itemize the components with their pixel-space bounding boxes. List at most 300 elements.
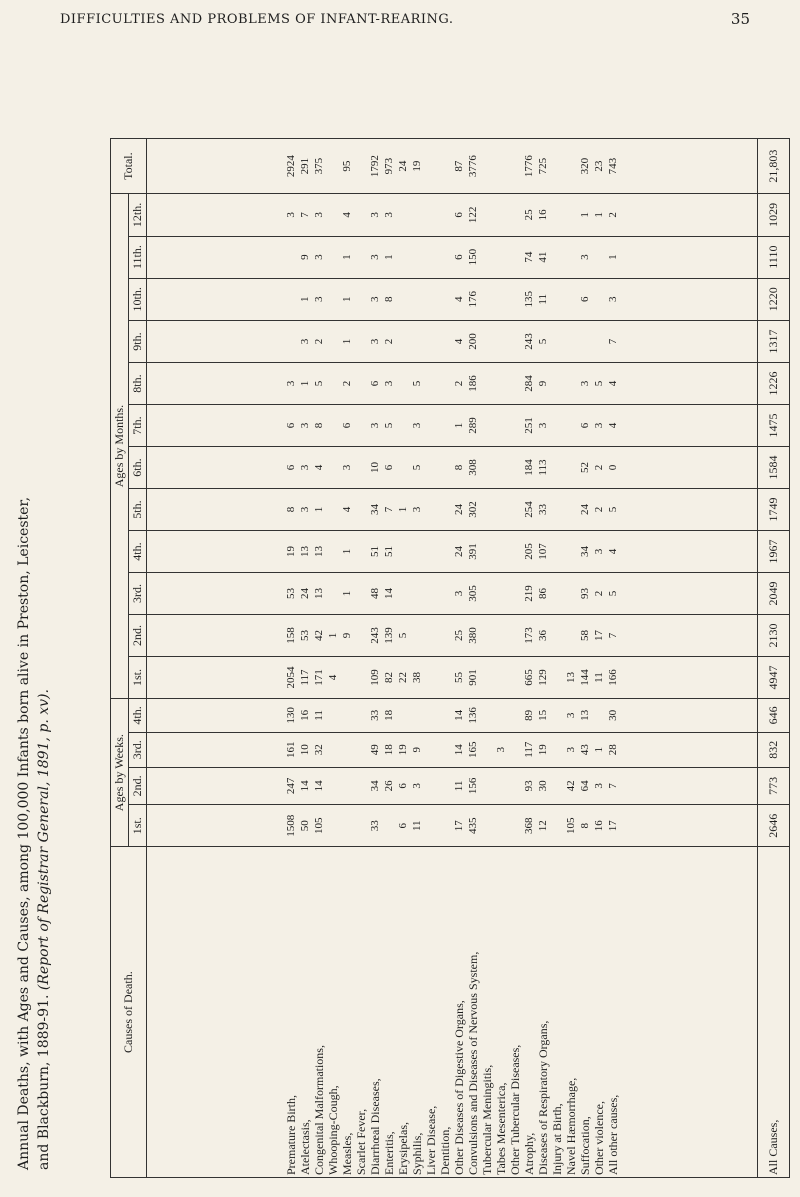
table-cell: 2	[452, 380, 465, 387]
table-cell: 117	[522, 741, 535, 758]
table-cell	[550, 239, 564, 276]
caption-line-2-a: and Blackburn, 1889-91.	[36, 994, 52, 1170]
table-cell: 9	[536, 380, 549, 387]
table-cell	[550, 575, 564, 612]
table-cell	[326, 196, 340, 234]
table-cell	[354, 323, 368, 360]
caption-line-2	[34, 50, 54, 1170]
table-cell: 6	[578, 422, 591, 429]
table-cell: 2	[592, 464, 605, 471]
table-cell: 11	[452, 780, 465, 792]
table-cell: 14	[382, 588, 395, 600]
table-cell: 51	[368, 546, 381, 558]
table-cell: 3	[312, 254, 325, 260]
col-m9	[147, 321, 758, 363]
table-cell	[326, 770, 340, 803]
table-cell	[438, 575, 452, 612]
table-cell: 14	[298, 780, 311, 792]
table-cell: 3	[368, 254, 381, 260]
table-cell	[550, 617, 564, 654]
table-cell	[354, 617, 368, 654]
table-cell: 52	[578, 462, 591, 474]
total-cell: 1226	[757, 363, 789, 405]
table-cell	[396, 281, 410, 319]
table-cell: 18	[382, 744, 395, 756]
table-cell: 1	[606, 254, 619, 260]
table-cell	[508, 141, 522, 191]
table-cell: 11	[410, 820, 423, 832]
table-cell: 3776	[466, 155, 479, 178]
total-cell: 1584	[757, 447, 789, 489]
table-cell: 122	[466, 206, 479, 224]
table-cell: 4	[340, 212, 353, 218]
table-cell: 380	[466, 627, 479, 644]
table-cell: 302	[466, 501, 479, 518]
table-cell	[550, 807, 564, 844]
cause-label: Suffocation,	[577, 1116, 592, 1175]
table-cell	[480, 449, 494, 486]
table-cell: 3	[368, 338, 381, 345]
table-cell: 24	[578, 504, 591, 516]
table-cell	[494, 323, 508, 360]
page-number: 35	[730, 10, 750, 28]
table-cell	[494, 365, 508, 402]
cause-label: Scarlet Fever,	[353, 1108, 368, 1175]
table-cell: 3	[564, 746, 577, 753]
table-cell: 19	[536, 744, 549, 756]
table-cell: 33	[536, 504, 549, 516]
table-cell	[326, 491, 340, 528]
table-cell: 8	[452, 464, 465, 471]
table-cell	[480, 770, 494, 803]
table-cell: 5	[592, 380, 605, 387]
cause-label: Diseases of Respiratory Organs,	[535, 1020, 550, 1175]
table-cell: 7	[606, 338, 619, 345]
cause-label: Diarrhœal Diseases,	[367, 1078, 382, 1175]
table-cell	[494, 196, 508, 234]
table-cell	[424, 196, 438, 234]
col-m8	[147, 363, 758, 405]
table-cell: 3	[312, 212, 325, 218]
col-m1	[147, 657, 758, 699]
table-cell	[326, 365, 340, 402]
table-cell	[508, 281, 522, 319]
table-cell: 136	[466, 707, 479, 724]
total-cell: 1475	[757, 405, 789, 447]
table-cell: 3	[410, 783, 423, 789]
table-cell	[438, 533, 452, 570]
table-cell: 14	[452, 709, 465, 721]
table-cell	[424, 701, 438, 730]
table-cell	[424, 407, 438, 444]
table-cell: 3	[382, 212, 395, 218]
week-col-header: 4th.	[129, 699, 147, 733]
table-cell: 1792	[368, 155, 381, 178]
table-cell	[480, 281, 494, 319]
table-cell: 144	[578, 669, 591, 686]
table-cell: 3	[298, 338, 311, 345]
table-cell: 34	[368, 780, 381, 792]
table-cell	[424, 770, 438, 803]
table-cell: 12	[536, 820, 549, 832]
table-cell: 11	[592, 672, 605, 683]
table-cell	[326, 239, 340, 276]
table-cell: 1	[340, 296, 353, 303]
table-cell: 11	[312, 710, 325, 721]
table-cell: 36	[536, 630, 549, 642]
month-col-header: 8th.	[129, 363, 147, 405]
table-cell: 5	[382, 422, 395, 429]
table-cell	[326, 407, 340, 444]
table-cell	[284, 323, 298, 360]
table-cell	[424, 491, 438, 528]
table-cell: 5	[410, 380, 423, 387]
total-cell: 646	[757, 699, 789, 733]
table-cell: 17	[606, 820, 619, 832]
table-cell: 14	[452, 744, 465, 756]
total-cell: 1029	[757, 194, 789, 237]
caption-line-1: Annual Deaths, with Ages and Causes, among 100,000 Infants born alive in Preston, Leicester,	[16, 496, 32, 1170]
table-cell: 93	[522, 780, 535, 792]
total-cell: 2646	[757, 805, 789, 847]
table-cell	[550, 449, 564, 486]
causes-header: Causes of Death.	[111, 847, 147, 1178]
table-cell	[410, 617, 424, 654]
table-cell	[354, 196, 368, 234]
table-cell: 3	[298, 464, 311, 471]
table-cell: 10	[368, 462, 381, 474]
table-cell	[424, 659, 438, 696]
table-cell: 1	[340, 590, 353, 597]
cause-label: Whooping-Cough,	[325, 1085, 340, 1175]
table-cell	[564, 323, 578, 360]
table-cell: 4	[326, 674, 339, 681]
table-cell: 33	[368, 820, 381, 832]
table-cell: 6	[368, 380, 381, 387]
table-cell: 135	[522, 291, 535, 308]
table-cell	[494, 281, 508, 319]
table-cell: 9	[340, 632, 353, 639]
table-cell	[480, 141, 494, 191]
table-cell	[396, 196, 410, 234]
table-cell	[480, 575, 494, 612]
table-cell: 1	[298, 380, 311, 387]
col-m12	[147, 194, 758, 237]
table-cell	[564, 407, 578, 444]
table-cell	[326, 575, 340, 612]
table-cell	[508, 365, 522, 402]
month-col-header: 12th.	[129, 194, 147, 237]
table-cell: 6	[382, 464, 395, 471]
table-cell	[438, 323, 452, 360]
table-cell: 166	[606, 669, 619, 686]
table-cell: 43	[578, 744, 591, 756]
table-cell	[424, 807, 438, 844]
total-cell: 21,803	[757, 139, 789, 194]
col-total	[147, 139, 758, 194]
table-cell: 7	[606, 632, 619, 639]
table-cell	[578, 323, 592, 360]
total-cell: 1967	[757, 531, 789, 573]
col-w3	[147, 732, 758, 767]
cause-label: Enteritis,	[381, 1131, 396, 1175]
table-cell: 2924	[284, 155, 297, 178]
cause-label: Tubercular Meningitis,	[479, 1064, 494, 1175]
table-cell: 53	[284, 588, 297, 600]
table-cell: 254	[522, 501, 535, 518]
table-cell: 6	[284, 464, 297, 471]
table-cell: 25	[452, 630, 465, 642]
total-cell: 832	[757, 732, 789, 767]
table-cell: 34	[578, 546, 591, 558]
table-cell: 24	[452, 504, 465, 516]
col-w4	[147, 699, 758, 733]
table-cell	[326, 323, 340, 360]
table-cell	[494, 141, 508, 191]
cause-label: All other causes,	[605, 1094, 620, 1175]
table-cell	[564, 533, 578, 570]
table-cell: 7	[298, 212, 311, 218]
table-cell: 50	[298, 820, 311, 832]
body-row	[147, 139, 758, 1178]
table-cell: 391	[466, 543, 479, 560]
table-cell	[382, 807, 396, 844]
table-cell: 14	[312, 780, 325, 792]
table-cell: 9	[298, 254, 311, 260]
page-header	[0, 0, 800, 40]
table-cell	[410, 196, 424, 234]
table-cell	[424, 281, 438, 319]
table-cell	[424, 735, 438, 765]
cause-label: Other violence,	[591, 1101, 606, 1175]
col-m4	[147, 531, 758, 573]
table-cell	[396, 533, 410, 570]
table-cell: 901	[466, 669, 479, 686]
table-cell: 58	[578, 630, 591, 642]
table-cell	[592, 323, 606, 360]
table-cell: 24	[452, 546, 465, 558]
table-cell	[480, 735, 494, 765]
table-cell	[438, 449, 452, 486]
table-cell: 3	[284, 380, 297, 387]
table-cell	[354, 770, 368, 803]
table-cell: 320	[578, 157, 591, 175]
table-cell	[326, 533, 340, 570]
table-cell	[550, 533, 564, 570]
cause-label: Premature Birth,	[283, 1095, 298, 1175]
month-col-header: 3rd.	[129, 573, 147, 615]
table-cell: 22	[396, 672, 409, 684]
table-cell	[354, 407, 368, 444]
month-col-header: 10th.	[129, 278, 147, 321]
table-cell: 16	[592, 820, 605, 832]
table-cell: 1	[592, 212, 605, 218]
table-cell: 109	[368, 669, 381, 686]
mortality-table-grid	[110, 138, 790, 1178]
month-col-header: 11th.	[129, 236, 147, 278]
table-cell: 41	[536, 251, 549, 263]
table-cell	[438, 735, 452, 765]
table-cell	[326, 449, 340, 486]
table-cell	[494, 491, 508, 528]
month-col-header: 4th.	[129, 531, 147, 573]
table-cell: 3	[368, 296, 381, 303]
table-cell	[550, 491, 564, 528]
table-cell	[396, 323, 410, 360]
month-col-header: 1st.	[129, 657, 147, 699]
table-cell: 6	[340, 422, 353, 429]
table-cell	[354, 365, 368, 402]
table-cell: 2	[382, 338, 395, 345]
table-cell: 93	[578, 588, 591, 600]
table-cell	[410, 239, 424, 276]
table-cell	[410, 533, 424, 570]
table-cell	[508, 807, 522, 844]
table-cell: 9	[410, 746, 423, 753]
week-col-header: 1st.	[129, 805, 147, 847]
table-cell	[494, 701, 508, 730]
table-cell: 3	[592, 783, 605, 789]
table-cell	[438, 617, 452, 654]
table-cell	[326, 281, 340, 319]
table-cell	[508, 239, 522, 276]
cause-label: Tabes Mesenterica,	[493, 1082, 508, 1175]
table-cell	[354, 533, 368, 570]
table-cell	[564, 196, 578, 234]
table-cell: 173	[522, 627, 535, 644]
table-cell	[438, 659, 452, 696]
cause-label: Liver Disease,	[423, 1105, 438, 1175]
table-cell: 5	[410, 464, 423, 471]
table-cell	[424, 239, 438, 276]
cause-label: Convulsions and Diseases of Nervous System,	[465, 951, 480, 1175]
month-col-header: 5th.	[129, 489, 147, 531]
table-cell: 16	[298, 709, 311, 721]
table-cell: 82	[382, 672, 395, 684]
table-cell: 435	[466, 817, 479, 834]
table-cell: 16	[536, 209, 549, 221]
table-cell: 3	[410, 422, 423, 429]
table-cell: 291	[298, 157, 311, 175]
table-cell	[508, 735, 522, 765]
table-cell: 53	[298, 630, 311, 642]
table-cell: 3	[410, 506, 423, 513]
table-cell: 10	[298, 744, 311, 756]
table-cell: 3	[368, 422, 381, 429]
total-cell: 4947	[757, 657, 789, 699]
table-cell: 6	[396, 823, 409, 829]
cause-label: Atrophy,	[521, 1132, 536, 1175]
table-cell: 251	[522, 417, 535, 434]
table-cell	[438, 196, 452, 234]
table-cell	[424, 323, 438, 360]
table-cell	[564, 365, 578, 402]
table-cell: 18	[382, 709, 395, 721]
table-cell	[550, 407, 564, 444]
table-cell	[424, 141, 438, 191]
cause-label: Syphilis,	[409, 1132, 424, 1175]
table-cell	[550, 735, 564, 765]
total-cell: 1749	[757, 489, 789, 531]
table-cell	[410, 281, 424, 319]
table-cell	[508, 701, 522, 730]
table-cell: 8	[382, 296, 395, 303]
table-cell	[340, 735, 354, 765]
table-cell	[508, 617, 522, 654]
cause-label: Congenital Malformations,	[311, 1045, 326, 1175]
table-cell	[354, 239, 368, 276]
table-cell: 1	[396, 506, 409, 513]
table-cell	[410, 701, 424, 730]
table-cell	[354, 575, 368, 612]
table-cell	[494, 770, 508, 803]
table-cell: 2054	[284, 666, 297, 689]
total-cell: 1317	[757, 321, 789, 363]
table-cell: 1	[340, 338, 353, 345]
table-cell	[494, 617, 508, 654]
table-cell: 284	[522, 375, 535, 392]
table-cell: 0	[606, 464, 619, 471]
table-cell: 1	[326, 632, 339, 639]
mortality-table	[110, 138, 790, 1178]
table-cell: 17	[452, 820, 465, 832]
table-cell	[326, 701, 340, 730]
col-m3	[147, 573, 758, 615]
table-cell	[508, 770, 522, 803]
table-cell: 1	[340, 548, 353, 555]
col-w2	[147, 767, 758, 805]
cause-label: Other Tubercular Diseases,	[507, 1044, 522, 1175]
table-cell: 28	[606, 744, 619, 756]
table-cell: 4	[606, 422, 619, 429]
table-cell	[592, 239, 606, 276]
table-cell	[480, 807, 494, 844]
table-cell: 6	[452, 212, 465, 218]
table-cell: 2	[592, 506, 605, 513]
table-cell	[354, 141, 368, 191]
table-cell	[438, 770, 452, 803]
table-cell	[438, 365, 452, 402]
table-cell: 13	[298, 546, 311, 558]
cause-label: Measles,	[339, 1132, 354, 1175]
table-cell	[508, 449, 522, 486]
table-cell	[340, 659, 354, 696]
table-cell	[508, 575, 522, 612]
table-cell	[494, 239, 508, 276]
table-cell: 24	[396, 160, 409, 172]
table-cell	[480, 533, 494, 570]
cause-label: Atelectasis,	[297, 1119, 312, 1175]
table-cell: 3	[382, 380, 395, 387]
table-cell	[424, 575, 438, 612]
table-cell: 743	[606, 157, 619, 175]
table-cell	[340, 770, 354, 803]
table-cell: 665	[522, 669, 535, 686]
table-cell: 2	[312, 338, 325, 345]
table-cell	[396, 365, 410, 402]
table-cell: 86	[536, 588, 549, 600]
table-cell	[424, 365, 438, 402]
table-cell: 13	[564, 672, 577, 684]
table-cell: 186	[466, 375, 479, 392]
table-cell	[438, 807, 452, 844]
table-cell: 89	[522, 709, 535, 721]
table-cell: 95	[340, 160, 353, 172]
table-cell	[564, 281, 578, 319]
table-cell: 3	[312, 296, 325, 303]
table-cell	[354, 281, 368, 319]
table-cell	[340, 807, 354, 844]
